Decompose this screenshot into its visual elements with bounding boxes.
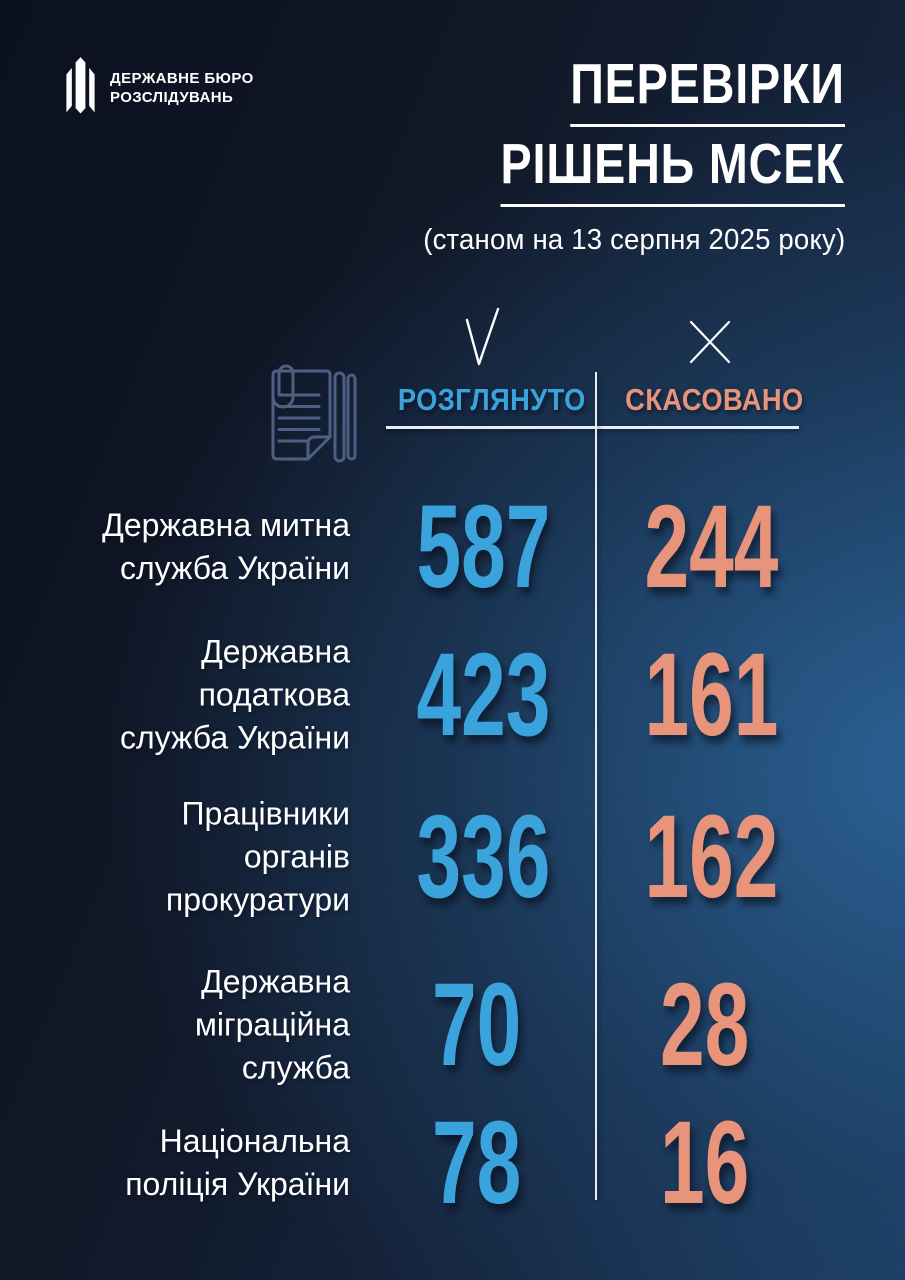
reviewed-value-cell (385, 1097, 569, 1229)
cancelled-value: 244 (644, 481, 779, 613)
reviewed-value-cell (385, 481, 569, 613)
documents-icon (263, 360, 363, 467)
reviewed-value-cell (385, 629, 569, 761)
cancelled-value-cell (613, 481, 797, 613)
reviewed-value: 70 (432, 959, 522, 1091)
row-label: Державна митна служба України (102, 507, 350, 586)
cancelled-value-cell (613, 1097, 797, 1229)
table-row (0, 617, 905, 773)
reviewed-value: 78 (432, 1097, 522, 1229)
cancelled-value: 28 (660, 959, 750, 1091)
reviewed-value-cell (385, 791, 569, 923)
logo-org-line1: ДЕРЖАВНЕ БЮРО (110, 69, 254, 87)
row-label: Працівники органів прокуратури (165, 795, 350, 918)
check-icon (463, 306, 501, 368)
logo-org-line2: РОЗСЛІДУВАНЬ (110, 89, 234, 106)
cancelled-value-cell (613, 629, 797, 761)
page-title-line2: РІШЕНЬ МСЕК (501, 136, 845, 207)
column-header-cancelled-label: СКАСОВАНО (625, 382, 804, 417)
table-row (0, 481, 905, 613)
title-block (401, 52, 845, 257)
page-subtitle: (станом на 13 серпня 2025 року) (422, 224, 845, 256)
column-header-reviewed (385, 382, 586, 417)
cancelled-value-cell (613, 791, 797, 923)
reviewed-value: 423 (416, 629, 551, 761)
cancelled-value: 16 (660, 1097, 750, 1229)
reviewed-value-cell (385, 959, 569, 1091)
table-row (0, 1097, 905, 1229)
column-header-cancelled (613, 382, 804, 417)
row-label: Державна міграційна служба (194, 963, 350, 1086)
row-label: Державна податкова служба України (120, 633, 350, 756)
logo (64, 56, 254, 120)
header-underline-divider (386, 426, 799, 429)
dbr-trident-icon (64, 56, 97, 120)
row-label: Національна поліція України (125, 1123, 350, 1202)
column-header-reviewed-label: РОЗГЛЯНУТО (397, 382, 586, 417)
cancelled-value-cell (613, 959, 797, 1091)
logo-text (110, 69, 254, 108)
table-row (0, 947, 905, 1103)
table-row (0, 779, 905, 935)
cancelled-value: 161 (644, 629, 779, 761)
reviewed-value: 587 (416, 481, 551, 613)
x-icon (687, 318, 733, 366)
page-title-line1: ПЕРЕВІРКИ (570, 56, 845, 127)
reviewed-value: 336 (416, 791, 551, 923)
cancelled-value: 162 (644, 791, 779, 923)
